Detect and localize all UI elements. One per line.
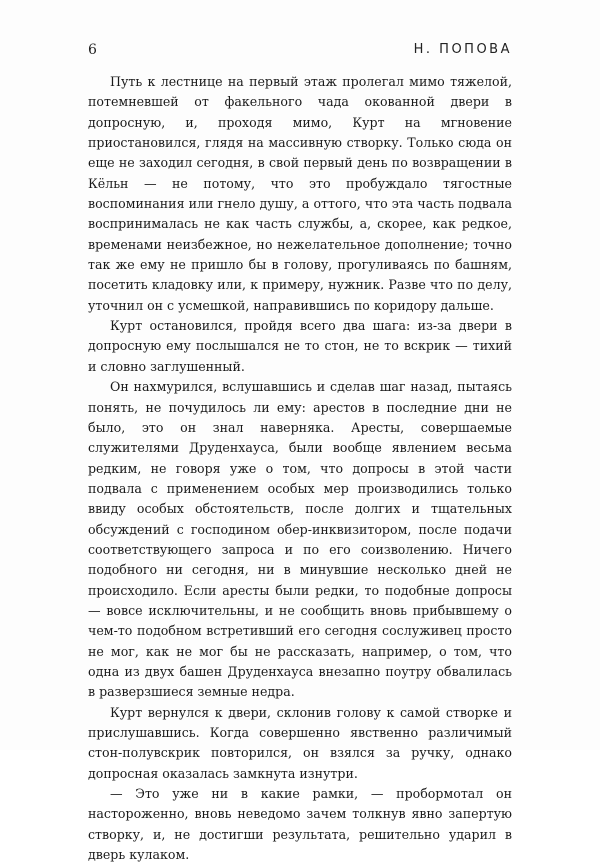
paragraph: — Это уже ни в какие рамки, — пробормотал он настороженно, вновь неведомо зачем толкнув явно запертую створку, и, не достигши результата, решительно ударил в дверь кулаком.	[88, 786, 512, 863]
paragraph: Он нахмурился, вслушавшись и сделав шаг назад, пытаясь понять, не почудилось ли ему: арестов в последние дни не было, это он знал наверняка. Аресты, совершаемые служителями Друденхауса, были вообще явлением весьма редким, не говоря уже о том, что допросы в этой части подвала с применением особых мер производились только ввиду особых обстоятельств, после долгих и тщательных обсуждений с господином обер-инквизитором, после подачи соответствующего запроса и по его соизволению. Ничего подобного ни сегодня, ни в минувшие несколько дней не происходило. Если аресты были редки, то подобные допросы — вовсе исключительны, и не сообщить вновь прибывшему о чем-то подобном встретивший его сегодня сослуживец просто не мог, как не мог бы не рассказать, например, о том, что одна из двух башен Друденхауса внезапно поутру обвалилась в разверзшиеся земные недра.	[88, 379, 512, 700]
running-head-author: Н. ПОПОВА	[413, 42, 512, 57]
paragraph: Курт остановился, пройдя всего два шага: из-за двери в допросную ему послышался не то стон, не то вскрик — тихий и словно заглушенный.	[88, 318, 512, 374]
running-head	[88, 42, 512, 64]
paragraph: Путь к лестнице на первый этаж пролегал мимо тяжелой, потемневшей от факельного чада окованной двери в допросную, и, проходя мимо, Курт на мгновение приостановился, глядя на массивную створку. Только сюда он еще не заходил сегодня, в свой первый день по возвращении в Кёльн — не потому, что это пробуждало тягостные воспоминания или гнело душу, а оттого, что эта часть подвала воспринималась не как часть службы, а, скорее, как редкое, временами неизбежное, но нежелательное дополнение; точно так же ему не пришло бы в голову, прогуливаясь по башням, посетить кладовку или, к примеру, нужник. Разве что по делу, уточнил он с усмешкой, направившись по коридору дальше.	[88, 74, 512, 313]
page-number: 6	[88, 42, 97, 58]
body-text	[88, 72, 512, 865]
paragraph: Курт вернулся к двери, склонив голову к самой створке и прислушавшись. Когда совершенно явственно различимый стон-полувскрик повторился, он взялся за ручку, однако допросная оказалась замкнута изнутри.	[88, 704, 512, 781]
